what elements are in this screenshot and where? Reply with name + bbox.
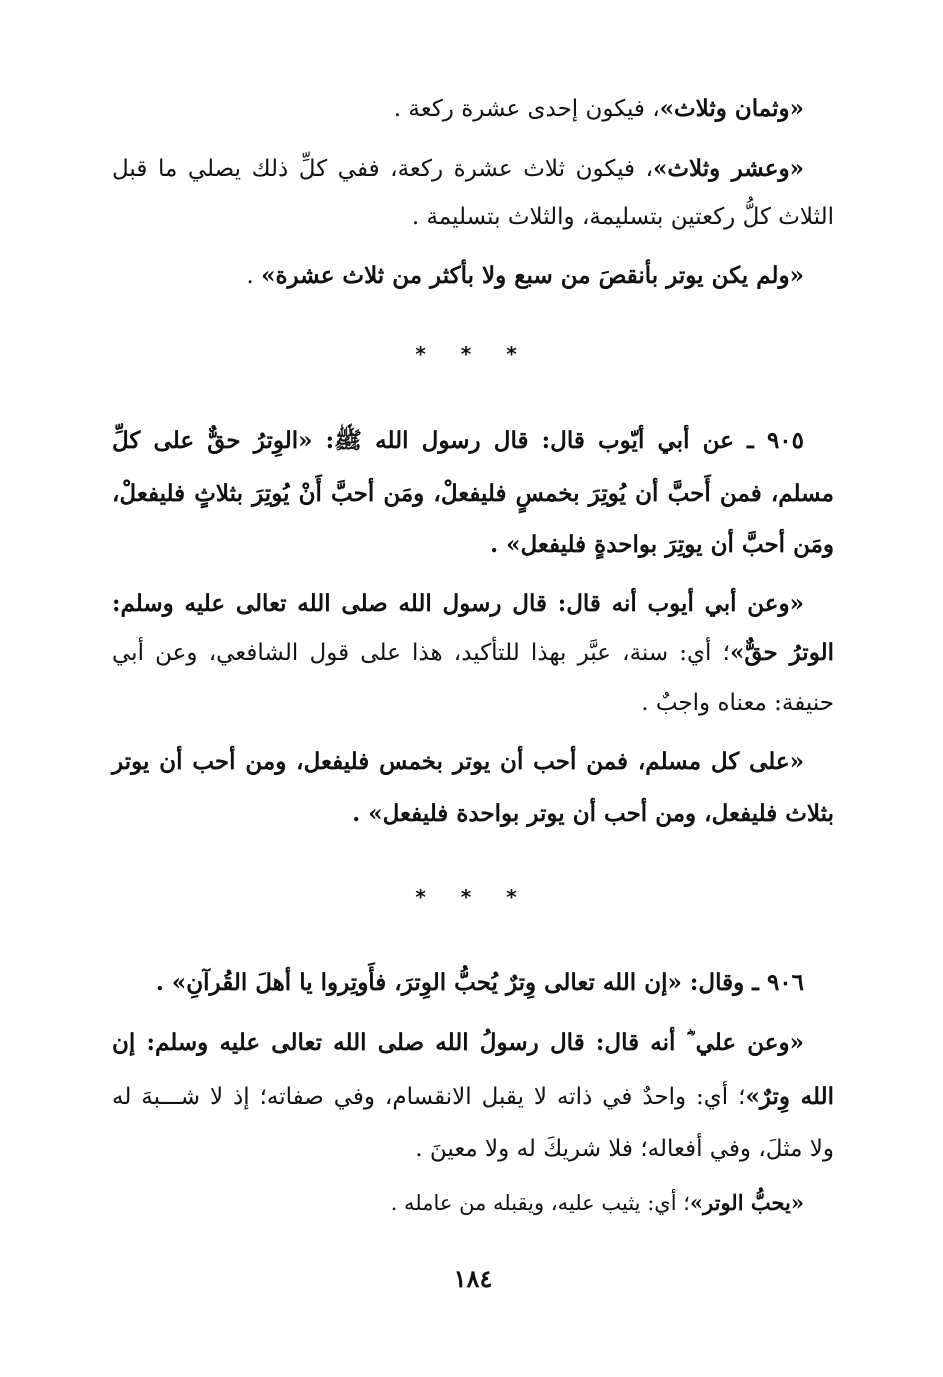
hadith-line: ٩٠٥ ـ عن أبي أيّوب قال: قال رسول الله ﷺ: «الوِترُ حقٌّ على كلِّ	[112, 427, 804, 454]
text-line	[112, 92, 834, 126]
text-line	[112, 1080, 834, 1114]
hadith-line: مسلم، فمن أَحبَّ أن يُوتِرَ بخمسٍ فليفعلْ، ومَن أحبَّ أَنْ يُوتِرَ بثلاثٍ فليفعلْ،	[112, 480, 834, 507]
commentary-text: الثلاث كلُّ ركعتين بتسليمة، والثلاث بتسليمة .	[411, 204, 834, 230]
text-line	[112, 152, 834, 186]
text-line	[112, 636, 834, 670]
text-line	[112, 259, 834, 293]
quoted-text: «وثمان وثلاث»	[659, 95, 804, 122]
text-line: حنيفة: معناه واجبٌ .	[641, 690, 834, 716]
quoted-text: الله وِترٌ»	[745, 1083, 834, 1110]
hadith-line: ٩٠٦ ـ وقال: «إن الله تعالى وِترٌ يُحبُّ الوِترَ، فأَوتِروا يا أهلَ القُرآنِ» .	[155, 969, 804, 996]
commentary-text: ؛ أي: واحدٌ في ذاته لا يقبل الانقسام، وفي صفاته؛ إذ لا شـــبهَ له	[112, 1084, 746, 1110]
quoted-text: «وعشر وثلاث»	[653, 155, 804, 182]
commentary-text: ؛ أي: يثيب عليه، ويقبله من عامله .	[390, 1191, 690, 1215]
commentary-text: ، فيكون إحدى عشرة ركعة .	[393, 96, 660, 122]
quoted-text: «يحبُّ الوتر»	[689, 1190, 804, 1215]
text-line: ولا مثلَ، وفي أفعاله؛ فلا شريكَ له ولا معينَ .	[415, 1136, 834, 1162]
section-separator: * * *	[415, 885, 531, 909]
quoted-text: الوترُ حقٌّ»	[729, 639, 834, 666]
page-number: ١٨٤	[453, 1264, 493, 1293]
text-line: «وعن علي ؓ أنه قال: قال رسولُ الله صلى الله تعالى عليه وسلم: إن	[112, 1029, 804, 1056]
section-separator: * * *	[415, 342, 531, 366]
hadith-line: ومَن أحبَّ أن يوتِرَ بواحدةٍ فليفعل» .	[490, 531, 834, 558]
text-line: «وعن أبي أيوب أنه قال: قال رسول الله صلى الله تعالى عليه وسلم:	[112, 590, 804, 617]
text-line	[112, 200, 834, 234]
commentary-text: ، فيكون ثلاث عشرة ركعة، ففي كلِّ ذلك يصلي ما قبل	[112, 156, 654, 182]
text-line: «على كل مسلم، فمن أحب أن يوتر بخمس فليفعل، ومن أحب أن يوتر	[112, 748, 804, 775]
book-page	[112, 0, 834, 1377]
text-line: بثلاث فليفعل، ومن أحب أن يوتر بواحدة فليفعل» .	[352, 800, 834, 827]
text-line	[112, 1186, 834, 1220]
commentary-text: .	[246, 263, 262, 289]
quoted-text: «ولم يكن يوتر بأنقصَ من سبع ولا بأكثر من ثلاث عشرة»	[261, 262, 804, 289]
commentary-text: ؛ أي: سنة، عبَّر بهذا للتأكيد، هذا على قول الشافعي، وعن أبي	[112, 640, 730, 666]
